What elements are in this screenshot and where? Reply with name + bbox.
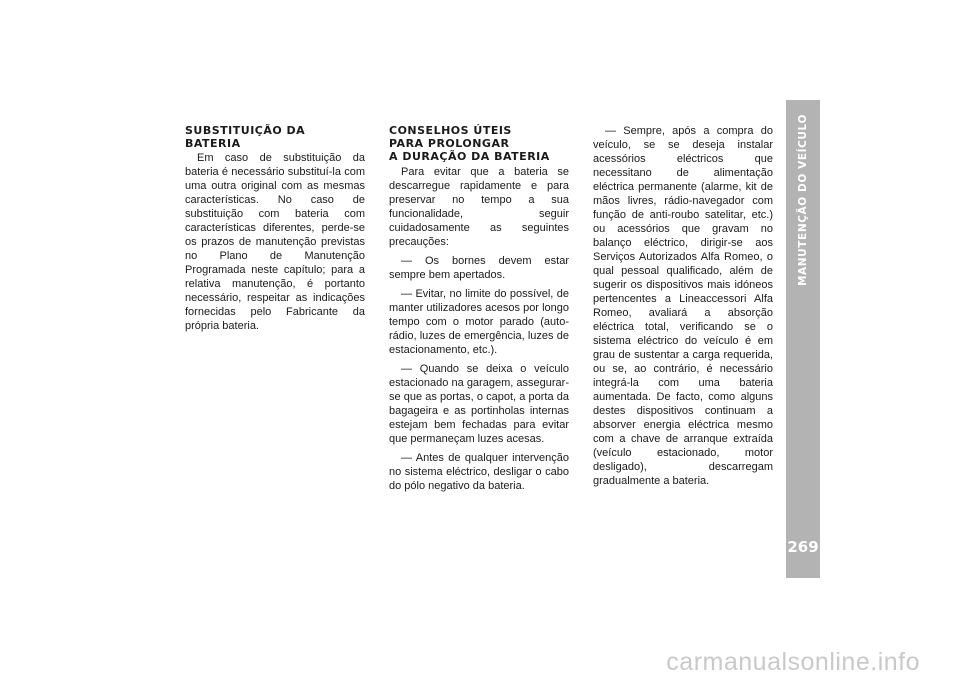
watermark-bar [0,645,960,679]
heading-line: PARA PROLONGAR [389,137,510,150]
column-accessories [593,124,773,493]
column-battery-tips [389,124,569,498]
heading-line: A DURAÇÃO DA BATERIA [389,150,550,163]
watermark-text: carmanualsonline.info [666,647,920,676]
paragraph: Em caso de substituição da bateria é necessário substituí-la com uma outra original com as mesmas características. No caso de substituição com bateria com características diferentes, perde-se os prazos de manutenção previstas no Plano de Manutenção Programada neste capítulo; para a relativa manutenção, é portanto necessário, respeitar as indicações fornecidas pelo Fabricante da própria bateria. [185,152,365,332]
section-heading-battery-replacement: SUBSTITUIÇÃO DA BATERIA [185,124,306,150]
heading-line: CONSELHOS ÚTEIS [389,124,512,137]
chapter-title-container [786,100,820,300]
column-battery-replacement [185,124,365,338]
paragraph: Para evitar que a bateria se descarregue rapidamente e para preservar no tempo a sua funcionalidade, seguir cuidadosamente as seguintes precauções: [389,166,569,248]
chapter-title: MANUTENÇÃO DO VEÍCULO [797,113,810,287]
page-number: 269 [787,538,819,556]
paragraph: — Evitar, no limite do possível, de manter utilizadores acesos por longo tempo com o motor parado (auto-rádio, luzes de emergência, luzes de estacionamento, etc.). [389,288,569,356]
paragraph: — Quando se deixa o veículo estacionado na garagem, assegurar-se que as portas, o capot, a porta da bagageira e as portinholas internas estejam bem fechadas para evitar que permaneçam luzes acesas. [389,363,569,445]
paragraph: — Sempre, após a compra do veículo, se se deseja instalar acessórios eléctricos que necessitano de alimentação eléctrica permanente (alarme, kit de mãos livres, rádio-navegador com função de anti-roubo satelitar, etc.) ou acessórios que gravam no balanço eléctrico, dirigir-se aos Serviços Autorizados Alfa Romeo, o qual pessoal qualificado, além de sugerir os dispositivos mais idóneos pertencentes a Lineaccessori Alfa Romeo, avaliará a absorção eléctrica total, verificando se o sistema eléctrico do veículo é em grau de sustentar a carga requerida, ou se, ao contrário, é necessário integrá-la com uma bateria aumentada. De facto, como alguns destes dispositivos continuam a absorver energia eléctrica mesmo com a chave de arranque extraída (veículo estacionado, motor desligado), descarregam gradualmente a bateria. [593,125,773,487]
section-heading-battery-tips [389,124,569,163]
paragraph: — Antes de qualquer intervenção no sistema eléctrico, desligar o cabo do pólo negativo da bateria. [389,452,569,492]
paragraph: — Os bornes devem estar sempre bem apertados. [389,255,569,281]
